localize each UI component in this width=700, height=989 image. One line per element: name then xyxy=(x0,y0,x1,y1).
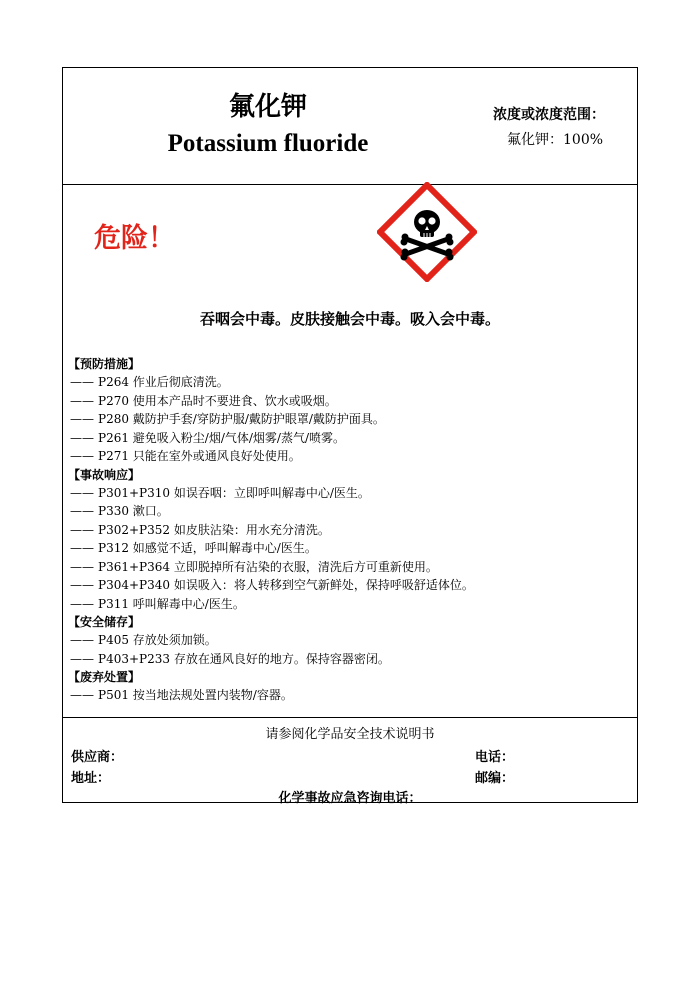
section-title: 【废弃处置】 xyxy=(68,670,141,684)
precautionary-statement xyxy=(68,410,628,429)
precautionary-statement xyxy=(68,558,628,577)
statement-dash: —— xyxy=(70,688,94,702)
section-title: 【安全储存】 xyxy=(68,615,141,629)
postcode-label: 邮编： xyxy=(475,771,515,786)
precautionary-statement xyxy=(68,539,628,558)
statement-text: P271 只能在室外或通风良好处使用。 xyxy=(98,449,301,463)
precautionary-statement xyxy=(68,650,628,669)
precautionary-statement xyxy=(68,447,628,466)
supplier-label: 供应商： xyxy=(71,750,124,765)
emergency-phone-label: 化学事故应急咨询电话： xyxy=(278,791,422,806)
statement-text: P501 按当地法规处置内装物/容器。 xyxy=(98,688,293,702)
precautionary-statement xyxy=(68,502,628,521)
address-label: 地址： xyxy=(71,771,111,786)
skull-crossbones-icon xyxy=(377,182,477,282)
concentration-label: 浓度或浓度范围： xyxy=(493,107,605,123)
statement-text: P311 呼叫解毒中心/医生。 xyxy=(98,596,245,611)
statement-text: P301+P310 如误吞咽：立即呼叫解毒中心/医生。 xyxy=(98,485,370,500)
precautionary-statement xyxy=(68,576,628,595)
precautionary-statement xyxy=(68,392,628,411)
precautionary-statement xyxy=(68,631,628,650)
sds-reference: 请参阅化学品安全技术说明书 xyxy=(265,727,435,742)
statement-dash: —— xyxy=(70,522,94,537)
statement-dash: —— xyxy=(70,430,94,445)
statement-text: P403+P233 存放在通风良好的地方。保持容器密闭。 xyxy=(98,651,390,666)
statement-text: P405 存放处须加锁。 xyxy=(98,633,217,647)
statement-text: P330 漱口。 xyxy=(98,504,169,518)
section-title: 【预防措施】 xyxy=(68,357,141,371)
chemical-name-cn: 氟化钾 xyxy=(228,92,307,122)
precautionary-statement xyxy=(68,521,628,540)
phone-label: 电话： xyxy=(475,750,515,765)
label-header xyxy=(63,68,637,185)
statement-text: P264 作业后彻底清洗。 xyxy=(98,375,229,389)
statement-text: P261 避免吸入粉尘/烟/气体/烟雾/蒸气/喷雾。 xyxy=(98,430,346,445)
section-title: 【事故响应】 xyxy=(68,467,141,482)
statement-dash: —— xyxy=(70,633,94,647)
statement-dash: —— xyxy=(70,485,94,500)
label-footer xyxy=(63,717,637,804)
statement-dash: —— xyxy=(70,541,94,555)
statement-dash: —— xyxy=(70,559,94,574)
precautionary-sections xyxy=(68,355,628,705)
statement-dash: —— xyxy=(70,578,94,592)
precautionary-statement xyxy=(68,595,628,614)
statement-dash: —— xyxy=(70,412,94,426)
statement-text: P312 如感觉不适，呼叫解毒中心/医生。 xyxy=(98,541,317,555)
precautionary-statement xyxy=(68,484,628,503)
statement-text: P304+P340 如误吸入：将人转移到空气新鲜处，保持呼吸舒适体位。 xyxy=(98,578,474,592)
statement-dash: —— xyxy=(70,393,94,408)
chemical-name-en: Potassium fluoride xyxy=(167,130,369,157)
statement-dash: —— xyxy=(70,596,94,611)
precautionary-statement xyxy=(68,373,628,392)
precautionary-statement xyxy=(68,686,628,705)
signal-word: 危险！ xyxy=(94,223,175,254)
statement-dash: —— xyxy=(70,375,94,389)
statement-text: P280 戴防护手套/穿防护服/戴防护眼罩/戴防护面具。 xyxy=(98,412,385,426)
statement-dash: —— xyxy=(70,651,94,666)
precautionary-statement xyxy=(68,429,628,448)
statement-dash: —— xyxy=(70,504,94,518)
statement-dash: —— xyxy=(70,449,94,463)
label-box xyxy=(62,67,638,806)
statement-text: P270 使用本产品时不要进食、饮水或吸烟。 xyxy=(98,393,337,408)
hazard-statement: 吞咽会中毒。皮肤接触会中毒。吸入会中毒。 xyxy=(199,310,500,328)
statement-text: P361+P364 立即脱掉所有沾染的衣服，清洗后方可重新使用。 xyxy=(98,559,438,574)
concentration-value: 氟化钾：100% xyxy=(507,132,604,148)
statement-text: P302+P352 如皮肤沾染：用水充分清洗。 xyxy=(98,522,330,537)
